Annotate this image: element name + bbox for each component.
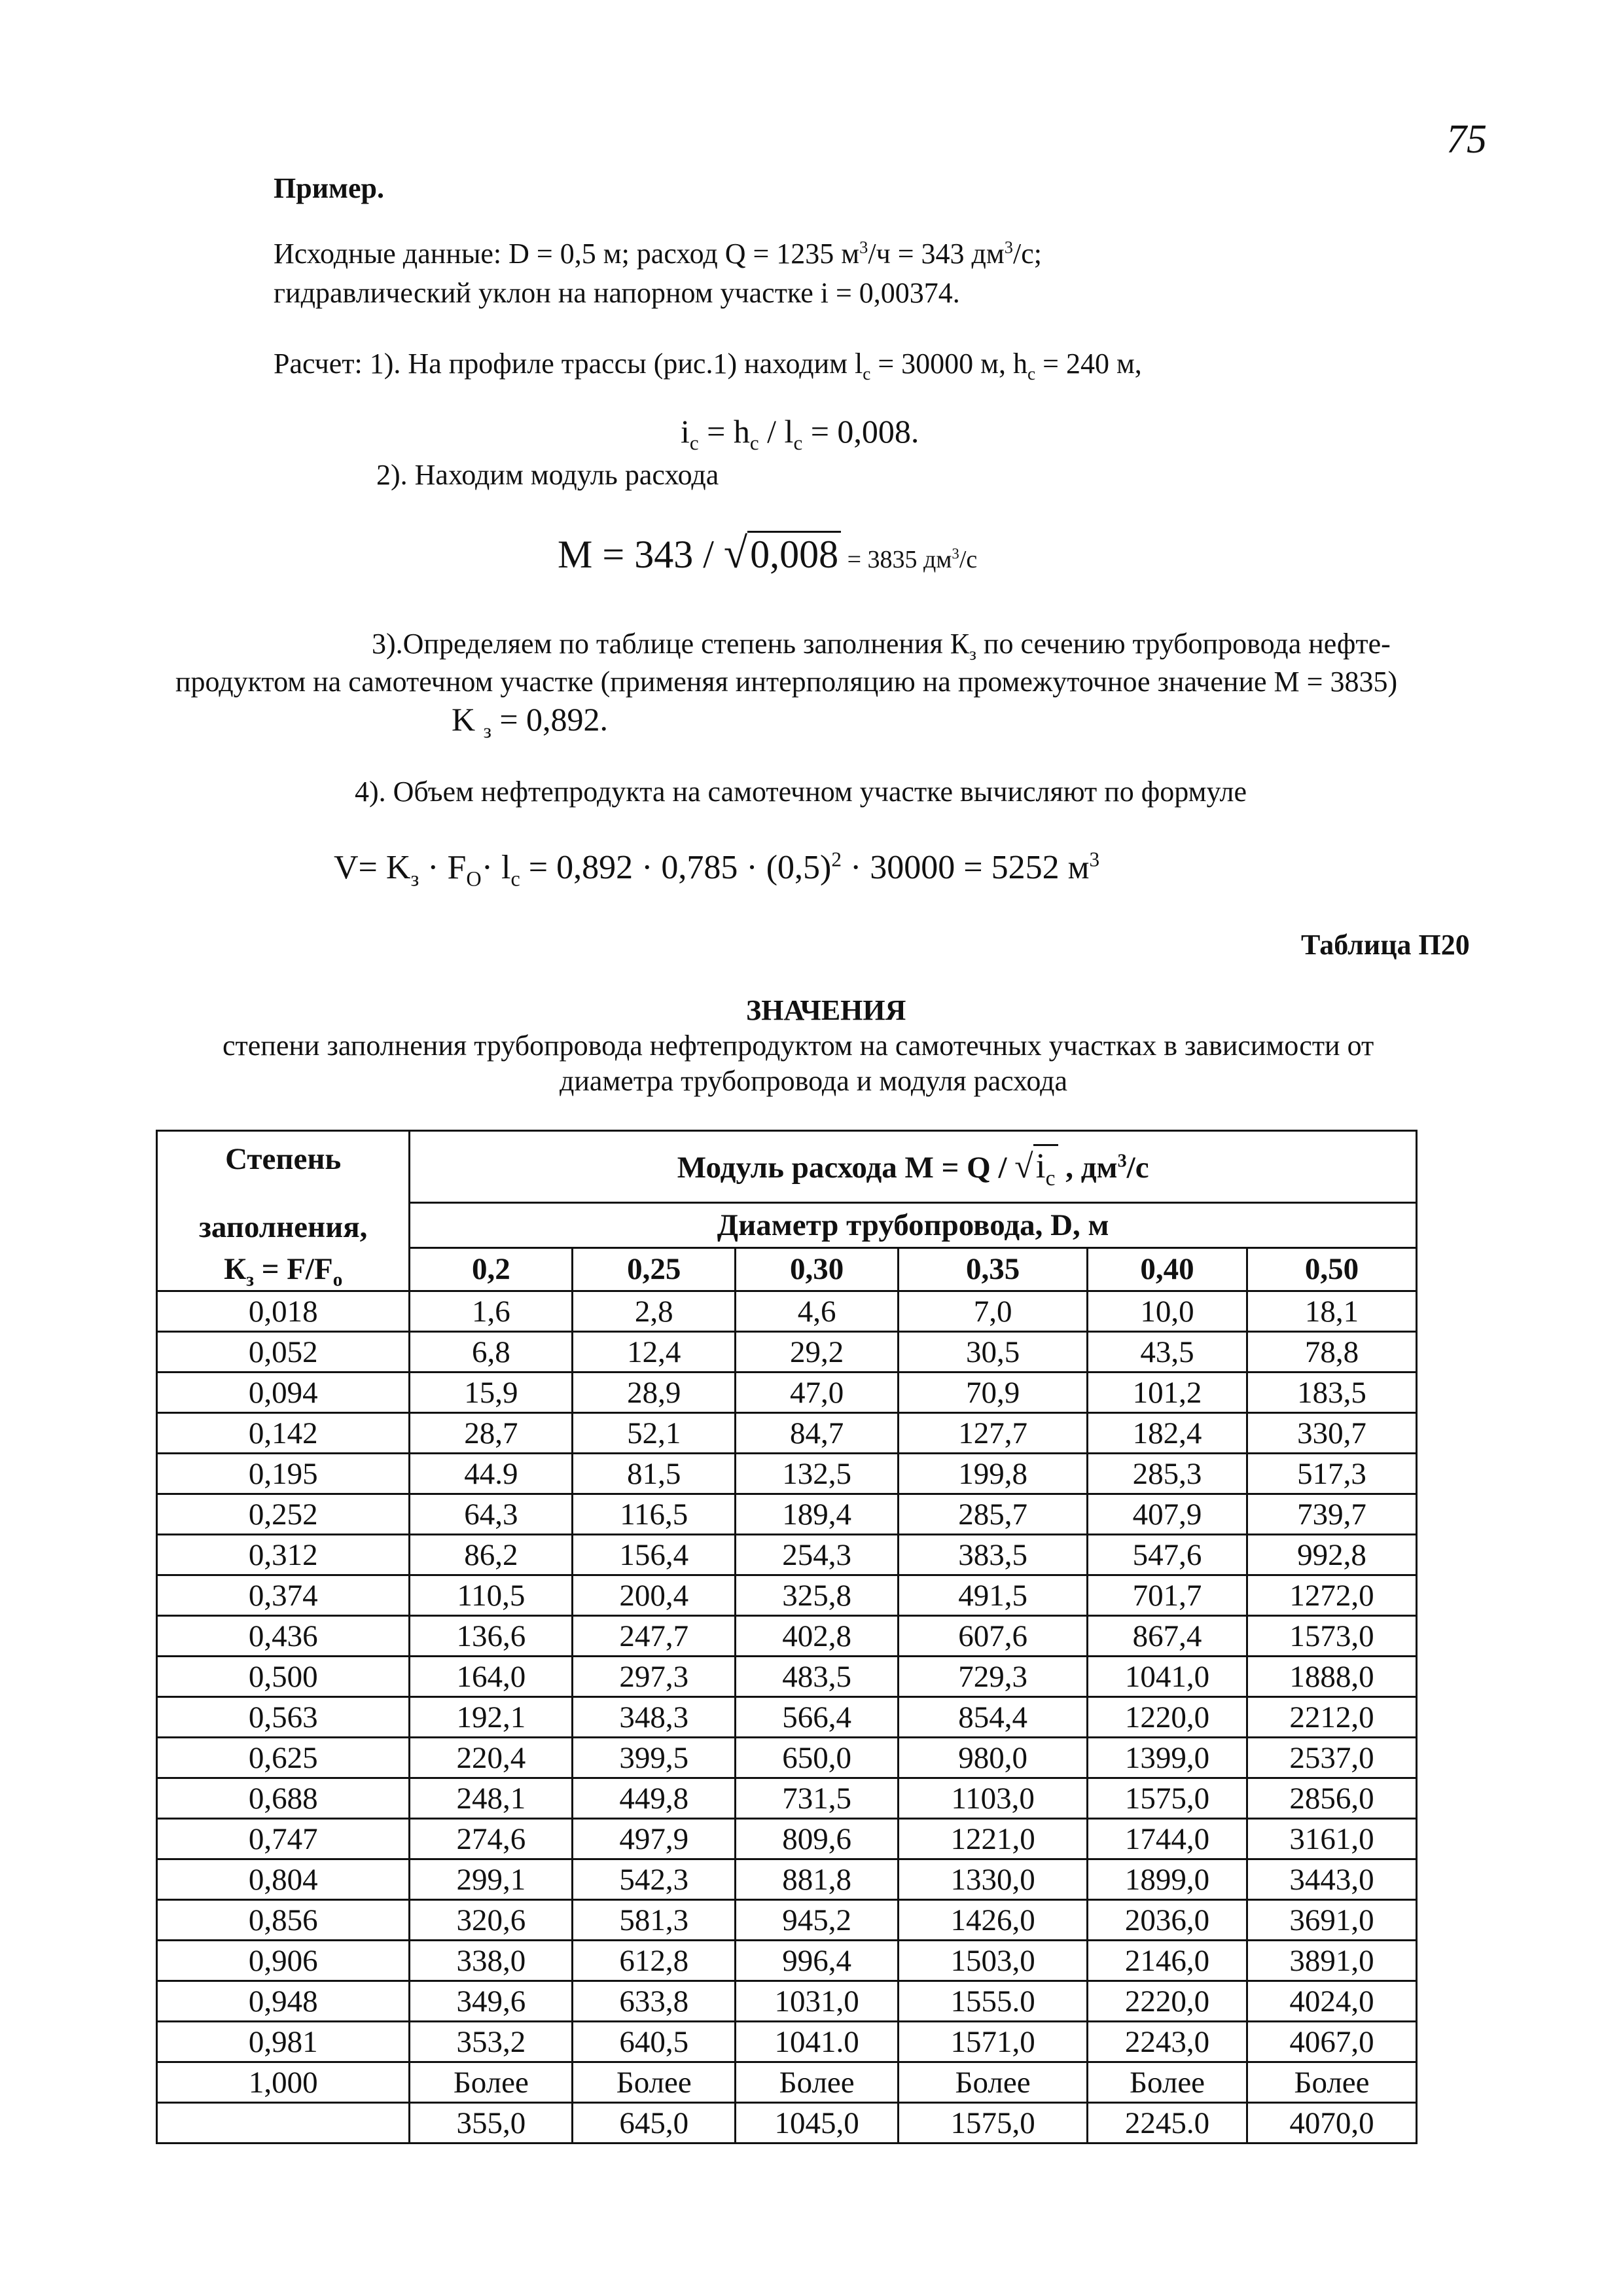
modulus-cell: 1272,0 <box>1247 1575 1416 1616</box>
modulus-cell: 491,5 <box>899 1575 1088 1616</box>
modulus-cell: 731,5 <box>736 1778 899 1819</box>
table-body <box>157 1291 1417 2144</box>
modulus-cell: 164,0 <box>410 1657 573 1697</box>
calc-step-3-line-1: 3).Определяем по таблице степень заполнения $К_з$ по сечению трубопровода нефте- <box>372 628 1391 664</box>
modulus-cell: 274,6 <box>410 1819 573 1859</box>
table-row <box>157 1291 1417 1332</box>
modulus-cell: 52,1 <box>573 1413 736 1454</box>
modulus-cell: 330,7 <box>1247 1413 1416 1454</box>
diameter-header: Диаметр трубопровода, D, м <box>410 1202 1417 1247</box>
example-heading: Пример. <box>274 172 385 204</box>
fill-degree-cell: 0,142 <box>157 1413 410 1454</box>
table-row <box>157 1941 1417 1981</box>
modulus-cell: 70,9 <box>899 1372 1088 1413</box>
modulus-cell: 30,5 <box>899 1332 1088 1372</box>
modulus-cell: Более <box>410 2062 573 2103</box>
modulus-cell: 247,7 <box>573 1616 736 1657</box>
modulus-cell: 2856,0 <box>1247 1778 1416 1819</box>
modulus-cell: 7,0 <box>899 1291 1088 1332</box>
modulus-cell: 996,4 <box>736 1941 899 1981</box>
diameter-0-25: 0,25 <box>573 1247 736 1291</box>
modulus-cell: 1744,0 <box>1088 1819 1247 1859</box>
table-row <box>157 2062 1417 2103</box>
modulus-cell: 854,4 <box>899 1697 1088 1738</box>
table-row <box>157 2022 1417 2062</box>
modulus-cell: 992,8 <box>1247 1535 1416 1575</box>
modulus-cell: 2537,0 <box>1247 1738 1416 1778</box>
modulus-cell: 407,9 <box>1088 1494 1247 1535</box>
modulus-cell: 4067,0 <box>1247 2022 1416 2062</box>
modulus-cell: 4,6 <box>736 1291 899 1332</box>
modulus-cell: 739,7 <box>1247 1494 1416 1535</box>
modulus-cell: 612,8 <box>573 1941 736 1981</box>
modulus-cell: 248,1 <box>410 1778 573 1819</box>
modulus-cell: 192,1 <box>410 1697 573 1738</box>
fill-degree-cell: 1,000 <box>157 2062 410 2103</box>
fill-degree-cell: 0,195 <box>157 1454 410 1494</box>
calc-step-1: Расчет: 1). На профиле трассы (рис.1) находим $l_c = 30000$ м, $h_c = 240$ м, <box>274 348 1142 384</box>
source-data-line-2: гидравлический уклон на напорном участке i = 0,00374. <box>274 277 960 309</box>
modulus-cell: 383,5 <box>899 1535 1088 1575</box>
fill-degree-header-line-1: Степень <box>225 1142 342 1176</box>
modulus-cell: 402,8 <box>736 1616 899 1657</box>
modulus-cell: 640,5 <box>573 2022 736 2062</box>
modulus-cell: 1575,0 <box>899 2103 1088 2144</box>
table-row <box>157 1494 1417 1535</box>
table-row <box>157 1778 1417 1819</box>
table-row <box>157 1413 1417 1454</box>
diameter-0-50: 0,50 <box>1247 1247 1416 1291</box>
fill-degree-cell: 0,856 <box>157 1900 410 1941</box>
modulus-cell: 547,6 <box>1088 1535 1247 1575</box>
modulus-cell: 86,2 <box>410 1535 573 1575</box>
modulus-cell: 2036,0 <box>1088 1900 1247 1941</box>
fill-degree-cell: 0,804 <box>157 1859 410 1900</box>
table-subtitle-line-1: степени заполнения трубопровода нефтепродуктом на самотечных участках в зависимости от <box>223 1030 1374 1062</box>
modulus-cell: 399,5 <box>573 1738 736 1778</box>
modulus-cell: 1031,0 <box>736 1981 899 2022</box>
table-row <box>157 1697 1417 1738</box>
modulus-cell: 3443,0 <box>1247 1859 1416 1900</box>
fill-degree-cell: 0,625 <box>157 1738 410 1778</box>
modulus-cell: 1555.0 <box>899 1981 1088 2022</box>
table-row <box>157 1616 1417 1657</box>
calc-step-4: 4). Объем нефтепродукта на самотечном участке вычисляют по формуле <box>355 776 1247 808</box>
modulus-cell: 348,3 <box>573 1697 736 1738</box>
modulus-cell: 44.9 <box>410 1454 573 1494</box>
fill-degree-cell: 0,688 <box>157 1778 410 1819</box>
table-row <box>157 2103 1417 2144</box>
modulus-cell: 2245.0 <box>1088 2103 1247 2144</box>
calc-step-3-line-2: продуктом на самотечном участке (применяя интерполяцию на промежуточное значение М = 3835) <box>175 666 1398 698</box>
modulus-cell: 12,4 <box>573 1332 736 1372</box>
modulus-cell: 497,9 <box>573 1819 736 1859</box>
table-row <box>157 1372 1417 1413</box>
formula-volume: $V= K_з \cdot F_O\cdot l_c = 0,892 \cdot 0,785 \cdot (0,5)^2 \cdot 30000 = 5252$ $м^3$ <box>334 848 1100 891</box>
diameter-0-30: 0,30 <box>736 1247 899 1291</box>
modulus-cell: 183,5 <box>1247 1372 1416 1413</box>
calc-step-2: 2). Находим модуль расхода <box>376 459 719 491</box>
modulus-cell: Более <box>736 2062 899 2103</box>
modulus-cell: 297,3 <box>573 1657 736 1697</box>
fill-degree-cell: 0,948 <box>157 1981 410 2022</box>
modulus-cell: 220,4 <box>410 1738 573 1778</box>
modulus-cell: 566,4 <box>736 1697 899 1738</box>
modulus-cell: 2243,0 <box>1088 2022 1247 2062</box>
modulus-header: Модуль расхода $М = Q / √i_c$ , $дм^3/с$ <box>410 1131 1417 1203</box>
modulus-cell: Более <box>899 2062 1088 2103</box>
modulus-cell: 701,7 <box>1088 1575 1247 1616</box>
modulus-cell: 199,8 <box>899 1454 1088 1494</box>
modulus-cell: Более <box>573 2062 736 2103</box>
modulus-cell: 15,9 <box>410 1372 573 1413</box>
modulus-cell: 867,4 <box>1088 1616 1247 1657</box>
modulus-cell: 1899,0 <box>1088 1859 1247 1900</box>
fill-degree-cell: 0,436 <box>157 1616 410 1657</box>
modulus-cell: 2212,0 <box>1247 1697 1416 1738</box>
table-row <box>157 1535 1417 1575</box>
modulus-cell: 542,3 <box>573 1859 736 1900</box>
formula-k: K $_з$ = 0,892. <box>452 701 609 742</box>
modulus-cell: 320,6 <box>410 1900 573 1941</box>
modulus-cell: 483,5 <box>736 1657 899 1697</box>
modulus-cell: 285,3 <box>1088 1454 1247 1494</box>
modulus-cell: 1330,0 <box>899 1859 1088 1900</box>
modulus-cell: 3891,0 <box>1247 1941 1416 1981</box>
modulus-cell: 1503,0 <box>899 1941 1088 1981</box>
modulus-cell: 325,8 <box>736 1575 899 1616</box>
modulus-cell: 116,5 <box>573 1494 736 1535</box>
modulus-cell: 43,5 <box>1088 1332 1247 1372</box>
diameter-0-40: 0,40 <box>1088 1247 1247 1291</box>
modulus-cell: 517,3 <box>1247 1454 1416 1494</box>
modulus-cell: 254,3 <box>736 1535 899 1575</box>
modulus-cell: 101,2 <box>1088 1372 1247 1413</box>
modulus-cell: 1221,0 <box>899 1819 1088 1859</box>
diameter-0-35: 0,35 <box>899 1247 1088 1291</box>
modulus-cell: 1041,0 <box>1088 1657 1247 1697</box>
modulus-cell: Более <box>1088 2062 1247 2103</box>
modulus-cell: 4024,0 <box>1247 1981 1416 2022</box>
modulus-cell: 349,6 <box>410 1981 573 2022</box>
modulus-cell: 182,4 <box>1088 1413 1247 1454</box>
table-title: ЗНАЧЕНИЯ <box>746 994 906 1026</box>
modulus-cell: 809,6 <box>736 1819 899 1859</box>
table-row <box>157 1859 1417 1900</box>
modulus-cell: 189,4 <box>736 1494 899 1535</box>
modulus-cell: 338,0 <box>410 1941 573 1981</box>
modulus-cell: 136,6 <box>410 1616 573 1657</box>
modulus-cell: 581,3 <box>573 1900 736 1941</box>
fill-degree-cell: 0,052 <box>157 1332 410 1372</box>
modulus-cell: 1399,0 <box>1088 1738 1247 1778</box>
modulus-cell: 2,8 <box>573 1291 736 1332</box>
modulus-cell: 1045,0 <box>736 2103 899 2144</box>
modulus-cell: 1103,0 <box>899 1778 1088 1819</box>
fill-degree-cell: 0,312 <box>157 1535 410 1575</box>
modulus-cell: 10,0 <box>1088 1291 1247 1332</box>
fill-degree-cell <box>157 2103 410 2144</box>
modulus-cell: 285,7 <box>899 1494 1088 1535</box>
modulus-cell: 156,4 <box>573 1535 736 1575</box>
table-row <box>157 1819 1417 1859</box>
modulus-cell: 78,8 <box>1247 1332 1416 1372</box>
modulus-cell: 1041.0 <box>736 2022 899 2062</box>
formula-modulus: M = 343 / √0,008 = 3835 $дм^3/с$ <box>558 529 978 577</box>
modulus-cell: 1220,0 <box>1088 1697 1247 1738</box>
sqrt-symbol: √0,008 <box>724 529 841 579</box>
modulus-cell: 3691,0 <box>1247 1900 1416 1941</box>
modulus-cell: 84,7 <box>736 1413 899 1454</box>
modulus-cell: 645,0 <box>573 2103 736 2144</box>
table-row <box>157 1900 1417 1941</box>
modulus-cell: 449,8 <box>573 1778 736 1819</box>
modulus-cell: 1,6 <box>410 1291 573 1332</box>
fill-degree-cell: 0,094 <box>157 1372 410 1413</box>
fill-degree-cell: 0,563 <box>157 1697 410 1738</box>
modulus-cell: 18,1 <box>1247 1291 1416 1332</box>
modulus-cell: 132,5 <box>736 1454 899 1494</box>
modulus-cell: 1888,0 <box>1247 1657 1416 1697</box>
fill-degree-header-line-2: заполнения, <box>199 1210 368 1244</box>
modulus-cell: 6,8 <box>410 1332 573 1372</box>
modulus-cell: 28,7 <box>410 1413 573 1454</box>
modulus-cell: 881,8 <box>736 1859 899 1900</box>
formula-ic: $i_c = h_c / l_c = 0,008$. <box>681 413 919 454</box>
modulus-cell: 110,5 <box>410 1575 573 1616</box>
modulus-cell: 1426,0 <box>899 1900 1088 1941</box>
modulus-cell: 945,2 <box>736 1900 899 1941</box>
modulus-cell: 1571,0 <box>899 2022 1088 2062</box>
table-row <box>157 1332 1417 1372</box>
sqrt-symbol: $√i_c$ <box>1014 1147 1058 1186</box>
fill-degree-cell: 0,018 <box>157 1291 410 1332</box>
source-data-line-1: Исходные данные: D = 0,5 м; расход Q = 1235 $м^3/ч = 343$ $дм^3/с$; <box>274 237 1042 270</box>
modulus-cell: 127,7 <box>899 1413 1088 1454</box>
modulus-cell: 29,2 <box>736 1332 899 1372</box>
modulus-cell: 2146,0 <box>1088 1941 1247 1981</box>
table-subtitle-line-2: диаметра трубопровода и модуля расхода <box>560 1065 1068 1097</box>
fill-degree-cell: 0,906 <box>157 1941 410 1981</box>
fill-degree-header <box>157 1131 410 1291</box>
fill-degree-cell: 0,981 <box>157 2022 410 2062</box>
modulus-cell: 633,8 <box>573 1981 736 2022</box>
diameter-0-2: 0,2 <box>410 1247 573 1291</box>
modulus-cell: 64,3 <box>410 1494 573 1535</box>
fill-degree-cell: 0,500 <box>157 1657 410 1697</box>
modulus-cell: 729,3 <box>899 1657 1088 1697</box>
modulus-cell: 353,2 <box>410 2022 573 2062</box>
modulus-cell: 3161,0 <box>1247 1819 1416 1859</box>
table-label: Таблица П20 <box>1301 929 1470 961</box>
modulus-cell: 650,0 <box>736 1738 899 1778</box>
fill-degree-table <box>156 1130 1418 2144</box>
modulus-cell: 81,5 <box>573 1454 736 1494</box>
modulus-cell: 355,0 <box>410 2103 573 2144</box>
modulus-cell: 4070,0 <box>1247 2103 1416 2144</box>
fill-degree-cell: 0,747 <box>157 1819 410 1859</box>
modulus-cell: 299,1 <box>410 1859 573 1900</box>
fill-degree-header-line-3: $К_з = F/F_o$ <box>224 1252 343 1291</box>
modulus-cell: 200,4 <box>573 1575 736 1616</box>
fill-degree-cell: 0,374 <box>157 1575 410 1616</box>
modulus-cell: 1573,0 <box>1247 1616 1416 1657</box>
modulus-cell: 47,0 <box>736 1372 899 1413</box>
modulus-cell: 980,0 <box>899 1738 1088 1778</box>
table-row <box>157 1454 1417 1494</box>
modulus-cell: Более <box>1247 2062 1416 2103</box>
page-number: 75 <box>1446 117 1487 162</box>
table-row <box>157 1981 1417 2022</box>
modulus-cell: 2220,0 <box>1088 1981 1247 2022</box>
modulus-cell: 1575,0 <box>1088 1778 1247 1819</box>
table-row <box>157 1657 1417 1697</box>
modulus-cell: 607,6 <box>899 1616 1088 1657</box>
modulus-cell: 28,9 <box>573 1372 736 1413</box>
fill-degree-cell: 0,252 <box>157 1494 410 1535</box>
table-row <box>157 1575 1417 1616</box>
table-row <box>157 1738 1417 1778</box>
